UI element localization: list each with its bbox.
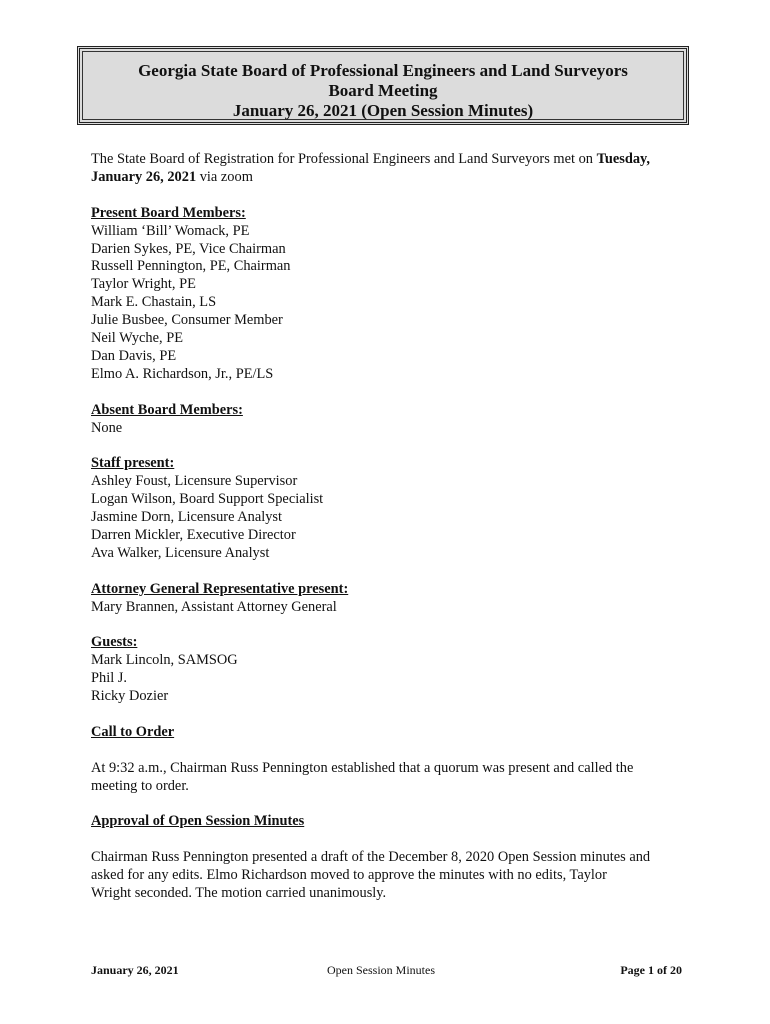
list-item: None [91, 419, 123, 436]
paragraph-line: asked for any edits. Elmo Richardson moved to approve the minutes with no edits, Taylor [91, 867, 607, 884]
meeting-type: Board Meeting [328, 81, 438, 100]
intro-paragraph [91, 151, 691, 187]
list-item: Ava Walker, Licensure Analyst [91, 544, 270, 561]
list-item: Ricky Dozier [91, 688, 169, 705]
footer-date: January 26, 2021 [91, 963, 179, 977]
title-box [77, 46, 689, 125]
list-item: Phil J. [91, 670, 127, 687]
intro-text: The State Board of Registration for Professional Engineers and Land Surveyors met on [91, 151, 597, 167]
footer-title: Open Session Minutes [327, 963, 435, 977]
title-inner [82, 51, 684, 120]
list-item: Jasmine Dorn, Licensure Analyst [91, 509, 283, 526]
attorney-heading: Attorney General Representative present: [91, 580, 349, 597]
list-item: Darien Sykes, PE, Vice Chairman [91, 240, 286, 257]
intro-text-after: via zoom [196, 168, 253, 185]
intro-day: Tuesday, [596, 151, 651, 167]
board-name: Georgia State Board of Professional Engineers and Land Surveyors [138, 61, 628, 80]
intro-date: January 26, 2021 [91, 168, 197, 185]
list-item: Taylor Wright, PE [91, 276, 196, 293]
list-item: Julie Busbee, Consumer Member [91, 312, 283, 329]
list-item: Russell Pennington, PE, Chairman [91, 258, 291, 275]
approval-heading: Approval of Open Session Minutes [91, 813, 305, 830]
list-item: Dan Davis, PE [91, 347, 177, 364]
present-members-heading: Present Board Members: [91, 204, 246, 221]
list-item: Mark E. Chastain, LS [91, 294, 217, 311]
call-to-order-heading: Call to Order [91, 723, 175, 740]
absent-members-heading: Absent Board Members: [91, 401, 243, 418]
list-item: Logan Wilson, Board Support Specialist [91, 491, 324, 508]
document-body [91, 151, 691, 903]
list-item: Mark Lincoln, SAMSOG [91, 652, 238, 669]
list-item: Elmo A. Richardson, Jr., PE/LS [91, 365, 274, 382]
page-number: Page 1 of 20 [620, 963, 682, 977]
list-item: Ashley Foust, Licensure Supervisor [91, 473, 298, 490]
staff-heading: Staff present: [91, 455, 175, 472]
approval-paragraph [91, 849, 691, 903]
paragraph-line: Chairman Russ Pennington presented a draft of the December 8, 2020 Open Session minutes and [91, 849, 651, 866]
meeting-date: January 26, 2021 (Open Session Minutes) [232, 101, 534, 120]
list-item: Mary Brannen, Assistant Attorney General [91, 598, 337, 615]
list-item: William ‘Bill’ Womack, PE [91, 222, 250, 239]
paragraph-line: meeting to order. [91, 777, 189, 794]
paragraph-line: At 9:32 a.m., Chairman Russ Pennington established that a quorum was present and called the [91, 759, 634, 776]
list-item: Darren Mickler, Executive Director [91, 526, 296, 543]
paragraph-line: Wright seconded. The motion carried unanimously. [91, 885, 387, 902]
list-item: Neil Wyche, PE [91, 330, 183, 347]
call-to-order-paragraph [91, 760, 691, 796]
guests-heading: Guests: [91, 634, 138, 651]
